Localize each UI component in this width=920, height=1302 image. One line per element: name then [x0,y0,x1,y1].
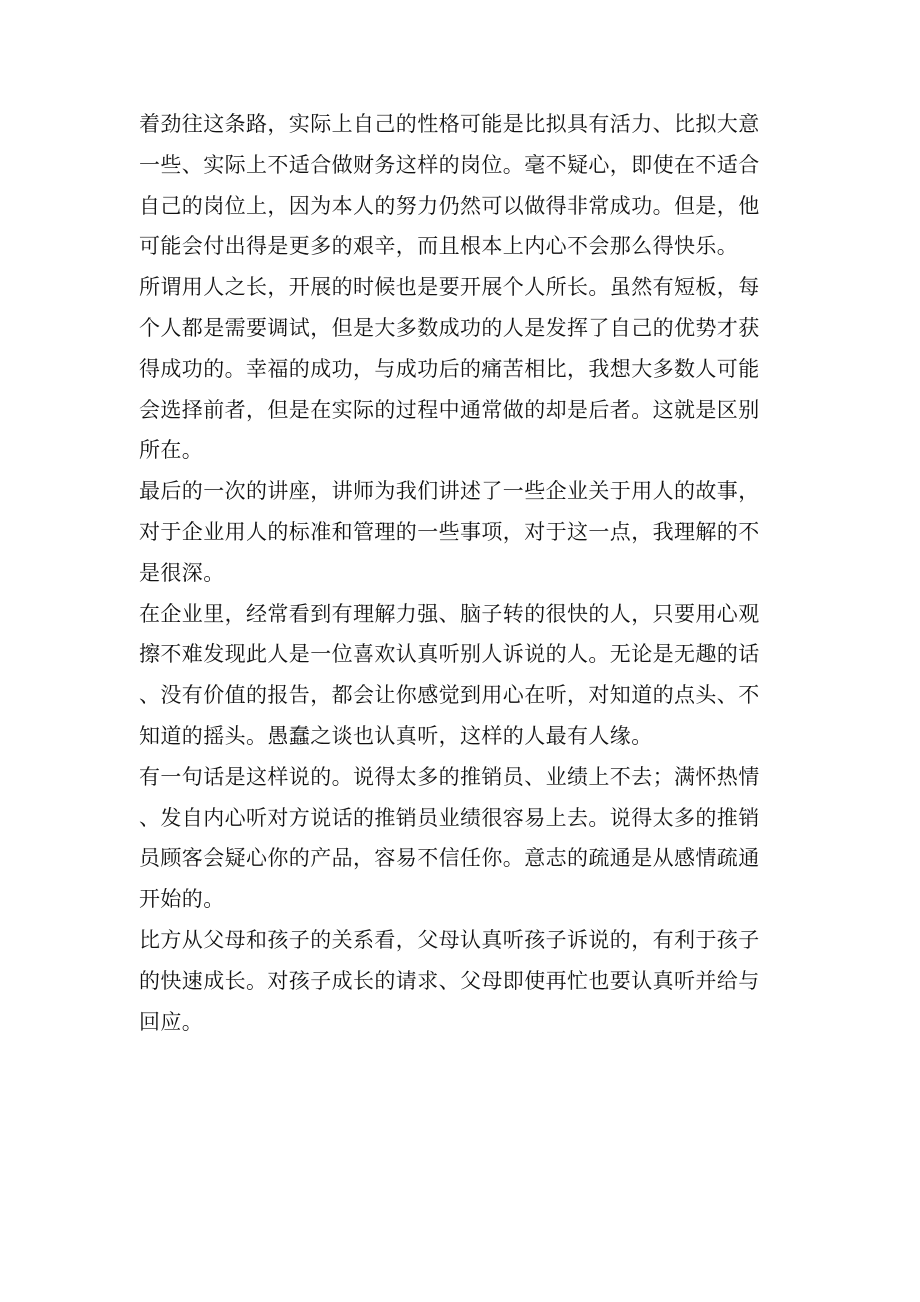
text-line: 、没有价值的报告，都会让你感觉到用心在听，对知道的点头、不 [139,683,760,708]
text-line: 得成功的。幸福的成功，与成功后的痛苦相比，我想大多数人可能 [139,356,760,381]
text-line: 在企业里，经常看到有理解力强、脑子转的很快的人，只要用心观 [139,601,760,626]
text-line: 的快速成长。对孩子成长的请求、父母即使再忙也要认真听并给与 [139,968,760,993]
text-line: 着劲往这条路，实际上自己的性格可能是比拟具有活力、比拟大意 [139,112,760,136]
text-line: 个人都是需要调试，但是大多数成功的人是发挥了自己的优势才获 [139,315,760,340]
text-line: 可能会付出得是更多的艰辛，而且根本上内心不会那么得快乐。 [139,234,739,259]
paragraph [139,267,781,471]
text-line: 有一句话是这样说的。说得太多的推销员、业绩上不去；满怀热情 [139,764,760,789]
text-line: 、发自内心听对方说话的推销员业绩很容易上去。说得太多的推销 [139,805,760,830]
paragraph [139,757,781,920]
text-line: 对于企业用人的标准和管理的一些事项，对于这一点，我理解的不 [139,519,760,544]
text-line: 知道的摇头。愚蠢之谈也认真听，这样的人最有人缘。 [139,723,653,748]
text-line: 所谓用人之长，开展的时候也是要开展个人所长。虽然有短板，每 [139,275,760,300]
text-line: 会选择前者，但是在实际的过程中通常做的却是后者。这就是区别 [139,397,760,422]
text-line: 自己的岗位上，因为本人的努力仍然可以做得非常成功。但是，他 [139,193,760,218]
text-line: 最后的一次的讲座，讲师为我们讲述了一些企业关于用人的故事， [139,479,760,504]
paragraph [139,920,781,1042]
paragraph [139,104,781,267]
text-line: 比方从父母和孩子的关系看，父母认真听孩子诉说的，有利于孩子 [139,927,760,952]
text-line: 擦不难发现此人是一位喜欢认真听别人诉说的人。无论是无趣的话 [139,642,760,667]
text-line: 是很深。 [139,560,225,585]
text-line: 所在。 [139,438,204,463]
text-line: 开始的。 [139,887,225,912]
paragraph [139,471,781,593]
text-line: 一些、实际上不适合做财务这样的岗位。毫不疑心，即使在不适合 [139,152,760,177]
document-body [139,104,781,1042]
text-line: 回应。 [139,1009,204,1034]
paragraph [139,594,781,757]
text-line: 员顾客会疑心你的产品，容易不信任你。意志的疏通是从感情疏通 [139,846,760,871]
